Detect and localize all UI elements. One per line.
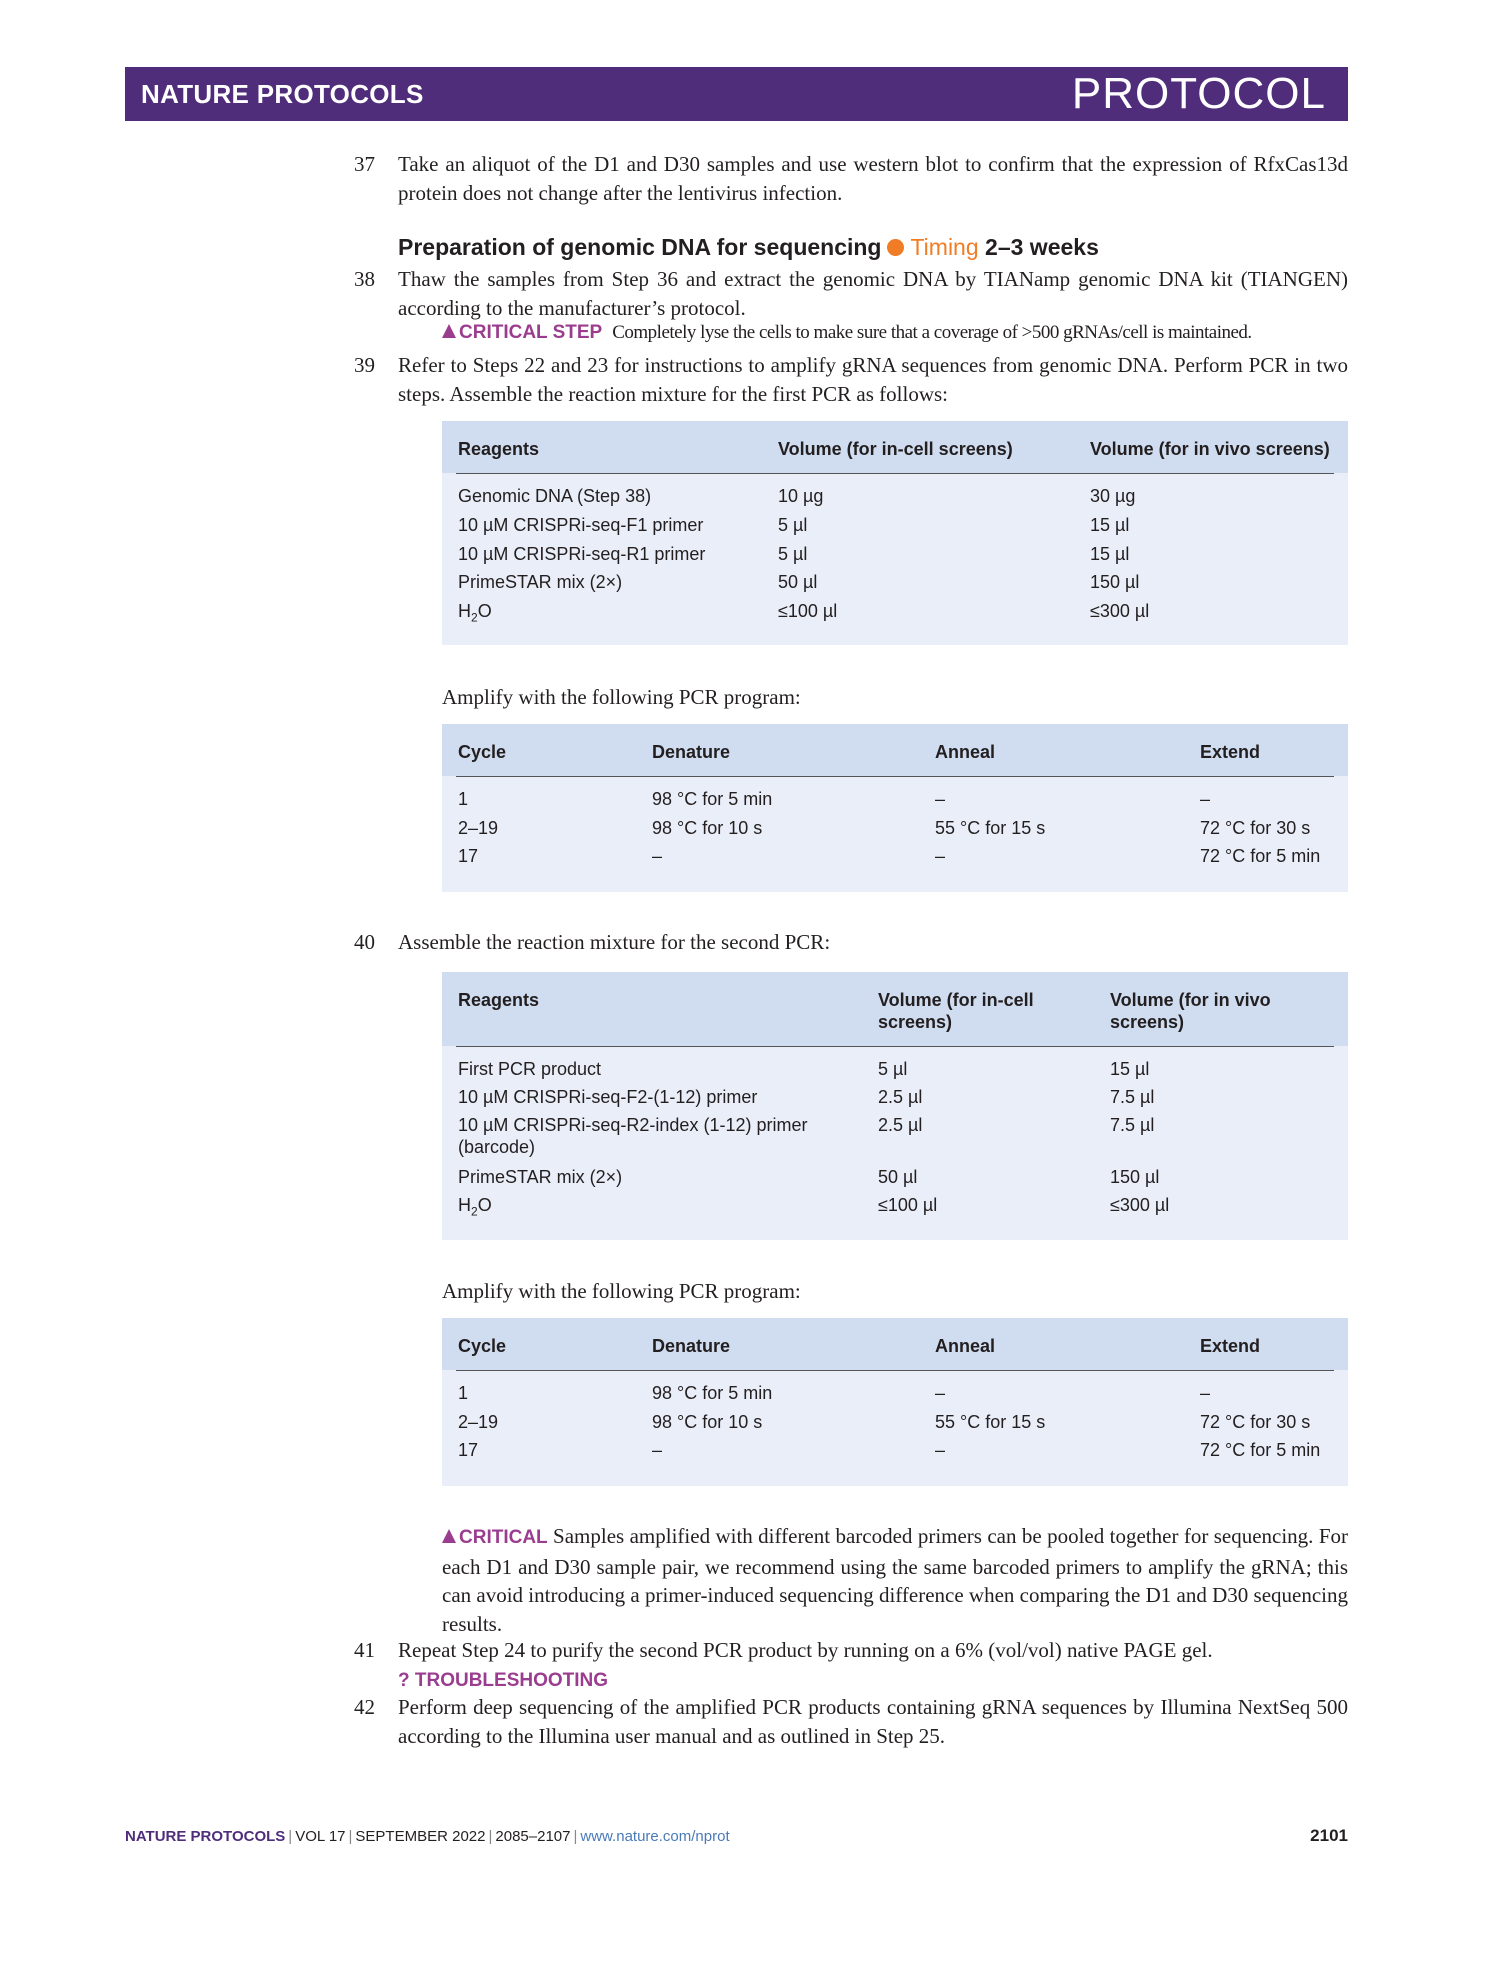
critical-step-note [442, 322, 1348, 344]
table-cell: – [1200, 789, 1211, 809]
section-heading [398, 234, 1099, 261]
table-cell: 50 µl [878, 1167, 918, 1187]
step-number: 41 [354, 1638, 375, 1662]
critical-triangle-icon [442, 1529, 456, 1543]
column-header: Extend [1200, 742, 1261, 762]
table-cell: 15 µl [1090, 515, 1130, 535]
table-cell: 10 µM CRISPRi-seq-F1 primer [458, 515, 704, 535]
table-cell: 2–19 [458, 1412, 499, 1432]
table-cell: 10 µM CRISPRi-seq-R2-index (1-12) primer (barcode) [458, 1115, 808, 1157]
table-rule [456, 1370, 1334, 1371]
critical-triangle-icon [442, 324, 456, 338]
table-cell: 15 µl [1110, 1059, 1150, 1079]
table-rule [456, 473, 1334, 474]
table-cell: 17 [458, 846, 479, 866]
table-cell: – [935, 1383, 946, 1403]
step-text: Take an aliquot of the D1 and D30 samples and use western blot to confirm that the expression of RfxCas13d protein does not change after the lentivirus infection. [398, 152, 1348, 205]
table-cell: 98 °C for 10 s [652, 818, 763, 838]
table-cell: – [935, 1440, 946, 1460]
amplify-instruction: Amplify with the following PCR program: [442, 685, 801, 709]
table-cell: ≤300 µl [1110, 1195, 1170, 1215]
table-cell: 72 °C for 30 s [1200, 1412, 1311, 1432]
table-cell: – [1200, 1383, 1211, 1403]
table-header [442, 972, 1348, 1046]
table-cell: 2.5 µl [878, 1087, 923, 1107]
column-header: Cycle [458, 742, 507, 762]
table-header [442, 1318, 1348, 1370]
article-type: PROTOCOL [1071, 69, 1326, 118]
table-cell: 7.5 µl [1110, 1115, 1155, 1135]
timing-label: Timing [910, 234, 979, 260]
step-text: Refer to Steps 22 and 23 for instructions to amplify gRNA sequences from genomic DNA. Perform PCR in two steps. Assemble the reaction mixture for the first PCR as follows: [398, 353, 1348, 406]
column-header: Reagents [458, 439, 540, 459]
column-header: Denature [652, 1336, 731, 1356]
table-cell: 72 °C for 5 min [1200, 1440, 1321, 1460]
table-header [442, 421, 1348, 473]
step-42 [354, 1693, 1348, 1750]
critical-step-text: Completely lyse the cells to make sure that a coverage of >500 gRNAs/cell is maintained. [612, 322, 1252, 343]
column-header: Volume (for in vivo screens) [1090, 439, 1330, 459]
table-cell-water: $H_2O$ [458, 1195, 492, 1219]
step-text: Thaw the samples from Step 36 and extract the genomic DNA by TIANamp genomic DNA kit (TIANGEN) according to the manufacturer’s protocol. [398, 267, 1348, 320]
table-cell: 98 °C for 10 s [652, 1412, 763, 1432]
first-pcr-reagents-table [442, 421, 1348, 645]
table-cell: 98 °C for 5 min [652, 789, 773, 809]
column-header: Reagents [458, 990, 540, 1010]
first-pcr-program-table [442, 724, 1348, 892]
page-number: 2101 [1310, 1826, 1348, 1845]
footer-journal: NATURE PROTOCOLS [125, 1828, 286, 1845]
table-cell: 10 µM CRISPRi-seq-F2-(1-12) primer [458, 1087, 758, 1107]
column-header: Cycle [458, 1336, 507, 1356]
column-header: Denature [652, 742, 731, 762]
table-cell: 2–19 [458, 818, 499, 838]
footer-volume: VOL 17 [295, 1828, 346, 1845]
table-cell: 72 °C for 5 min [1200, 846, 1321, 866]
table-cell: 5 µl [778, 515, 808, 535]
table-cell-water: $H_2O$ [458, 601, 492, 625]
table-cell: Genomic DNA (Step 38) [458, 486, 652, 506]
column-header: Volume (for in-cell screens) [778, 439, 1013, 459]
table-cell: 2.5 µl [878, 1115, 923, 1135]
step-number: 42 [354, 1695, 375, 1719]
table-cell: 98 °C for 5 min [652, 1383, 773, 1403]
step-39 [354, 351, 1348, 408]
table-cell: PrimeSTAR mix (2×) [458, 572, 623, 592]
table-cell: 1 [458, 1383, 469, 1403]
step-37 [354, 150, 1348, 207]
table-cell: 10 µg [778, 486, 824, 506]
table-cell: – [935, 789, 946, 809]
step-number: 38 [354, 267, 375, 291]
table-cell: 55 °C for 15 s [935, 1412, 1046, 1432]
table-cell: ≤300 µl [1090, 601, 1150, 621]
step-38 [354, 265, 1348, 322]
section-title: Preparation of genomic DNA for sequencing [398, 234, 882, 260]
second-pcr-program-table [442, 1318, 1348, 1486]
timing-value: 2–3 weeks [985, 234, 1099, 260]
second-pcr-reagents-table [442, 972, 1348, 1240]
step-text: Repeat Step 24 to purify the second PCR product by running on a 6% (vol/vol) native PAGE gel. [398, 1638, 1213, 1662]
footer-pages: 2085–2107 [495, 1828, 571, 1845]
table-cell: First PCR product [458, 1059, 602, 1079]
journal-header-bar [125, 67, 1348, 121]
table-cell: 72 °C for 30 s [1200, 818, 1311, 838]
table-cell: 1 [458, 789, 469, 809]
column-header: Anneal [935, 742, 996, 762]
table-cell: ≤100 µl [778, 601, 838, 621]
timing-clock-icon [887, 239, 904, 256]
table-rule [456, 1046, 1334, 1047]
step-number: 40 [354, 930, 375, 954]
journal-name: NATURE PROTOCOLS [141, 79, 424, 109]
column-header: Volume (for in-cell screens) [878, 990, 1034, 1032]
table-cell: 5 µl [878, 1059, 908, 1079]
footer-date: SEPTEMBER 2022 [355, 1828, 486, 1845]
table-cell: 150 µl [1090, 572, 1140, 592]
table-header [442, 724, 1348, 776]
troubleshooting-link[interactable]: ? TROUBLESHOOTING [398, 1669, 609, 1691]
table-cell: 5 µl [778, 544, 808, 564]
table-cell: – [652, 1440, 663, 1460]
table-cell: 17 [458, 1440, 479, 1460]
critical-step-label: CRITICAL STEP [459, 322, 603, 343]
step-number: 37 [354, 152, 375, 176]
footer-url-link[interactable]: www.nature.com/nprot [580, 1828, 730, 1845]
step-text: Assemble the reaction mixture for the second PCR: [398, 930, 831, 954]
table-cell: 150 µl [1110, 1167, 1160, 1187]
step-text: Perform deep sequencing of the amplified PCR products containing gRNA sequences by Illumina NextSeq 500 according to the Illumina user manual and as outlined in Step 25. [398, 1695, 1348, 1748]
column-header: Volume (for in vivo screens) [1110, 990, 1271, 1032]
critical-label: CRITICAL [459, 1527, 548, 1548]
table-cell: 7.5 µl [1110, 1087, 1155, 1107]
table-cell: ≤100 µl [878, 1195, 938, 1215]
critical-note [442, 1522, 1348, 1638]
critical-text: Samples amplified with different barcoded primers can be pooled together for sequencing. For each D1 and D30 sample pair, we recommend using the same barcoded primers to amplify the gRNA; this can avoid introducing a primer-induced sequencing difference when comparing the D1 and D30 sequencing results. [442, 1524, 1348, 1636]
table-cell: 30 µg [1090, 486, 1136, 506]
step-40 [354, 928, 1348, 957]
step-number: 39 [354, 353, 375, 377]
table-rule [456, 776, 1334, 777]
table-cell: PrimeSTAR mix (2×) [458, 1167, 623, 1187]
page-footer: NATURE PROTOCOLS | VOL 17 | SEPTEMBER 2022 | 2085–2107 | www.nature.com/nprot [125, 1828, 730, 1845]
column-header: Extend [1200, 1336, 1261, 1356]
column-header: Anneal [935, 1336, 996, 1356]
table-cell: 15 µl [1090, 544, 1130, 564]
table-cell: – [935, 846, 946, 866]
amplify-instruction: Amplify with the following PCR program: [442, 1279, 801, 1303]
table-cell: 10 µM CRISPRi-seq-R1 primer [458, 544, 706, 564]
step-41 [354, 1636, 1348, 1695]
table-cell: 55 °C for 15 s [935, 818, 1046, 838]
table-cell: – [652, 846, 663, 866]
table-cell: 50 µl [778, 572, 818, 592]
